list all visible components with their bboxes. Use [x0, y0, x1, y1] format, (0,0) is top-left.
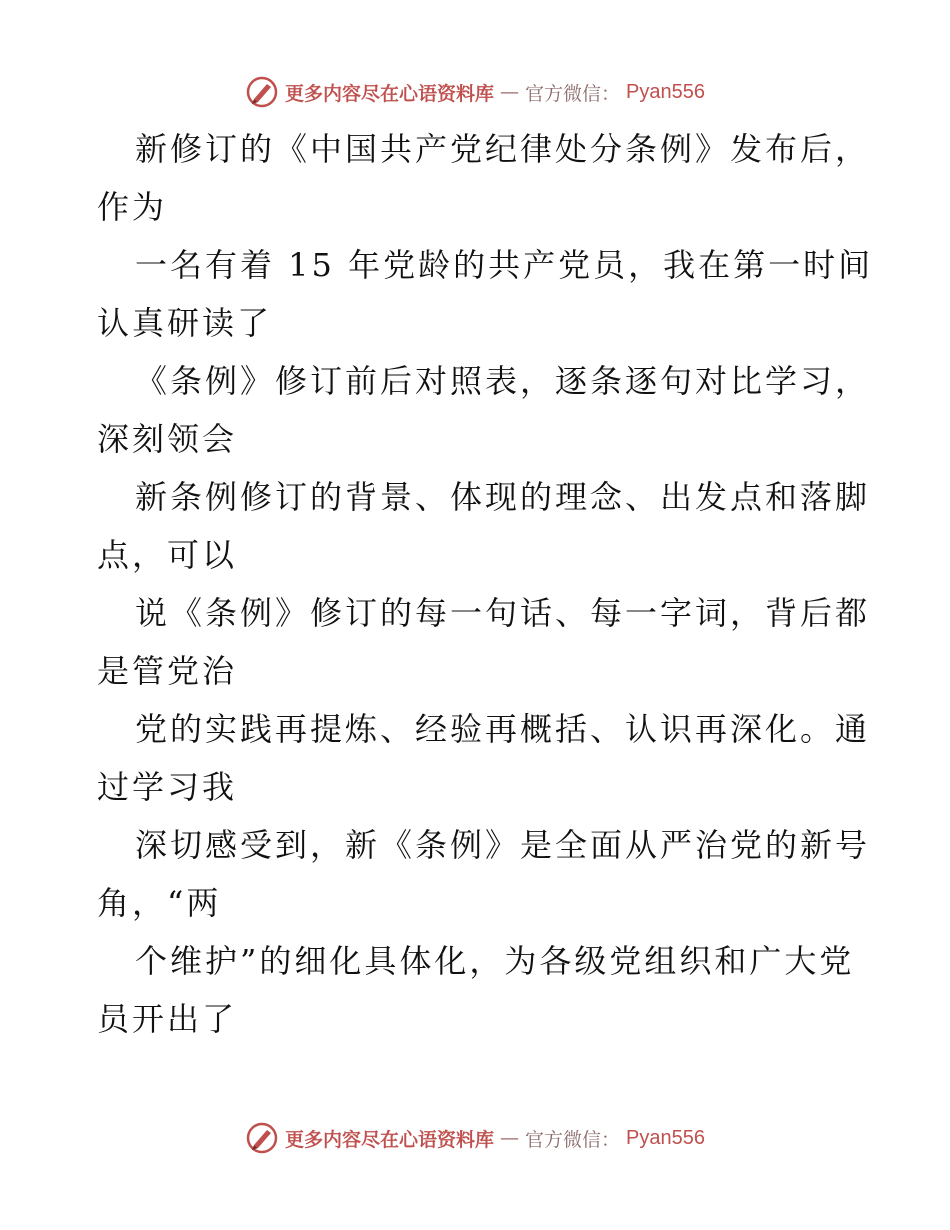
body-line: 新修订的《中国共产党纪律处分条例》发布后，: [135, 130, 871, 168]
watermark-wechat-id: Pyan556: [626, 1126, 705, 1149]
watermark-wechat-id: Pyan556: [626, 80, 705, 103]
document-body: [97, 120, 874, 1048]
body-line: 点，可以: [97, 536, 238, 574]
body-line: 作为: [97, 188, 168, 226]
watermark-dash: —: [500, 1127, 520, 1149]
body-line: 深切感受到，新《条例》是全面从严治党的新号: [135, 826, 871, 864]
body-line: 是管党治: [97, 652, 238, 690]
body-line: 角，“两: [97, 884, 222, 922]
watermark-dash: —: [500, 81, 520, 103]
pen-circle-logo-icon: [245, 1121, 279, 1155]
body-line: 个维护”的细化具体化，为各级党组织和广大党: [135, 942, 855, 980]
body-line: 深刻领会: [97, 420, 238, 458]
watermark-official-label: 官方微信：: [525, 1128, 621, 1151]
watermark-site-text: 更多内容尽在心语资料库: [285, 1128, 495, 1151]
body-line: 过学习我: [97, 768, 238, 806]
body-line: 新条例修订的背景、体现的理念、出发点和落脚: [135, 478, 871, 516]
watermark-site-text: 更多内容尽在心语资料库: [285, 82, 495, 105]
header-watermark: [0, 72, 950, 112]
body-line: 党的实践再提炼、经验再概括、认识再深化。通: [135, 710, 871, 748]
body-line: 一名有着 15 年党龄的共产党员，我在第一时间: [135, 246, 874, 284]
body-line: 说《条例》修订的每一句话、每一字词，背后都: [135, 594, 871, 632]
watermark-official-label: 官方微信：: [525, 82, 621, 105]
body-line: 员开出了: [97, 1000, 238, 1038]
pen-circle-logo-icon: [245, 75, 279, 109]
body-line: 认真研读了: [97, 304, 273, 342]
body-line: 《条例》修订前后对照表，逐条逐句对比学习，: [135, 362, 871, 400]
footer-watermark: [0, 1118, 950, 1158]
